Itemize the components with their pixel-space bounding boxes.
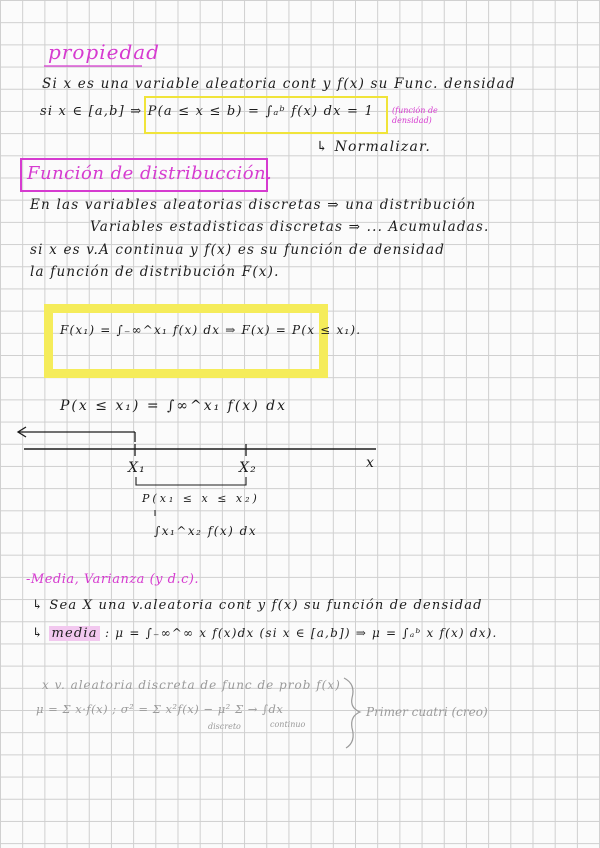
axis-x-label: x (366, 455, 376, 471)
text-line: ↳ Sea X una v.aleatoria cont y f(x) su función de densidad (32, 598, 483, 613)
range-integral: ∫x₁^x₂ f(x) dx (154, 524, 258, 538)
normalize-text: ↳ Normalizar. (316, 139, 432, 155)
grey-note-line1: x v. aleatoria discreta de func de prob f(x) (42, 678, 341, 692)
grey-side-note: Primer cuatri (creo) (366, 705, 488, 719)
note-density: (función de densidad) (392, 106, 438, 125)
formula-distribution: F(x₁) = ∫₋∞^x₁ f(x) dx ⇒ F(x) = P(x ≤ x₁). (60, 323, 362, 337)
section-title-media: -Media, Varianza (y d.c). (26, 572, 200, 587)
text-line: En las variables aleatorias discretas ⇒ una distribución (30, 197, 477, 213)
grey-note-line2: μ = Σ x·f(x) ; σ² = Σ x²f(x) − μ² Σ → ∫dx (36, 702, 284, 716)
text-line: Si x es una variable aleatoria cont y f(x) su Func. densidad (42, 76, 516, 92)
label-x2: X₂ (239, 460, 257, 476)
formula-normalization: si x ∈ [a,b] ⇒ P(a ≤ x ≤ b) = ∫ₐᵇ f(x) dx = 1 (40, 104, 374, 119)
text-line: la función de distribución F(x). (30, 264, 280, 280)
prob-integral: P(x ≤ x₁) = ∫∞^x₁ f(x) dx (60, 398, 287, 414)
text-line: si x es v.A continua y f(x) es su función de densidad (30, 242, 446, 258)
range-prob: P(x₁ ≤ x ≤ x₂) (142, 492, 260, 505)
media-highlight: media (51, 626, 98, 641)
text-line: Variables estadisticas discretas ⇒ ... Acumuladas. (90, 219, 490, 235)
label-x1: X₁ (128, 460, 146, 476)
section-title-distribucion: Función de distribucción. (27, 163, 273, 184)
arrow: ↳ (32, 626, 45, 641)
section-title-propiedad: propiedad (48, 40, 160, 64)
grey-label-discreto: discreto (208, 722, 241, 731)
media-formula: : μ = ∫₋∞^∞ x f(x)dx (si x ∈ [a,b]) ⇒ μ = ∫ₐᵇ x f(x) dx). (105, 626, 498, 640)
grey-label-continuo: continuo (270, 720, 306, 729)
